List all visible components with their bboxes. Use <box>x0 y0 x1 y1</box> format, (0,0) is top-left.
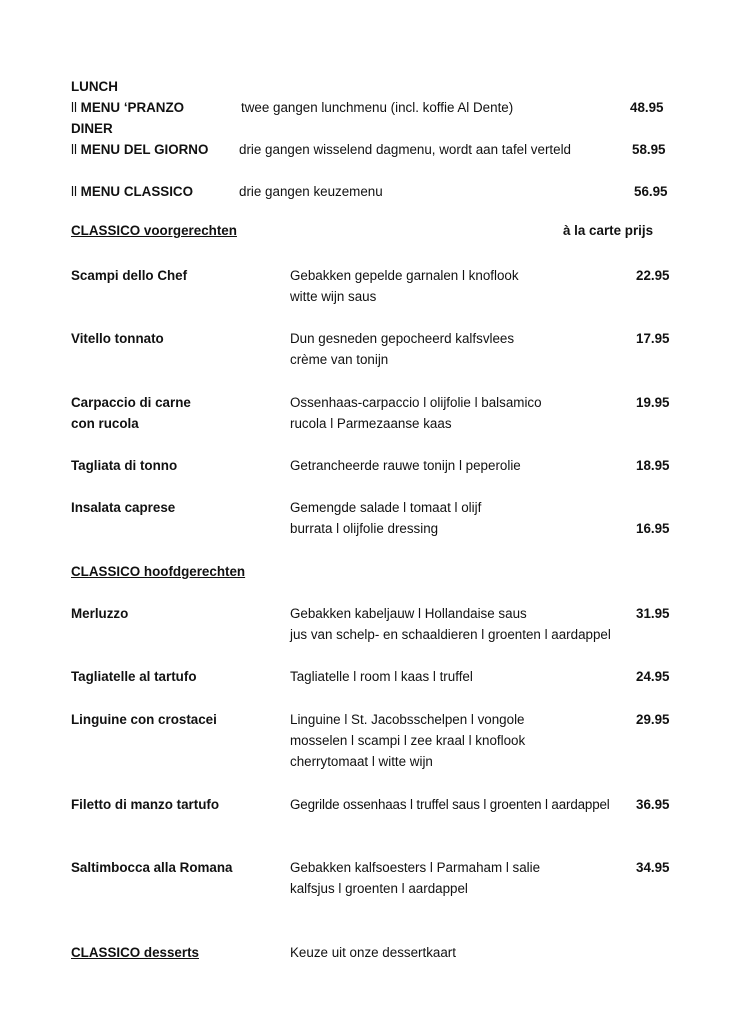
dish-description: burrata l olijfolie dressing <box>290 521 439 536</box>
menu-classico-description: drie gangen keuzemenu <box>239 184 383 199</box>
dish-description: Tagliatelle l room l kaas l truffel <box>290 669 473 684</box>
dish-description: Getrancheerde rauwe tonijn l peperolie <box>290 458 521 473</box>
dish-description: rucola l Parmezaanse kaas <box>290 416 452 431</box>
menu-pranzo-price: 48.95 <box>630 100 664 115</box>
menu-classico-price: 56.95 <box>634 184 668 199</box>
dish-name: Carpaccio di carne <box>71 395 191 410</box>
dish-description: Gebakken gepelde garnalen l knoflook <box>290 268 519 283</box>
menu-title: MENU DEL GIORNO <box>80 142 209 157</box>
dish-price: 29.95 <box>636 712 670 727</box>
dish-description: crème van tonijn <box>290 352 389 367</box>
menu-giorno-description: drie gangen wisselend dagmenu, wordt aan tafel verteld <box>239 142 572 157</box>
dish-description: Dun gesneden gepocheerd kalfsvlees <box>290 331 515 346</box>
dish-price: 19.95 <box>636 395 670 410</box>
dish-price: 16.95 <box>636 521 670 536</box>
dish-price: 36.95 <box>636 797 670 812</box>
dish-name: Linguine con crostacei <box>71 712 217 727</box>
dish-description: kalfsjus l groenten l aardappel <box>290 881 468 896</box>
dish-name: Merluzzo <box>71 606 129 621</box>
dish-name: Tagliata di tonno <box>71 458 178 473</box>
dish-price: 31.95 <box>636 606 670 621</box>
menu-classico-name <box>71 181 193 202</box>
dish-price: 17.95 <box>636 331 670 346</box>
dish-description: Gebakken kalfsoesters l Parmaham l salie <box>290 860 541 875</box>
dish-description: witte wijn saus <box>290 289 377 304</box>
dish-description: Gebakken kabeljauw l Hollandaise saus <box>290 606 527 621</box>
dish-name: con rucola <box>71 416 139 431</box>
dish-description: Ossenhaas-carpaccio l olijfolie l balsamico <box>290 395 542 410</box>
dish-description: jus van schelp- en schaaldieren l groenten l aardappel <box>290 627 611 642</box>
dish-name: Scampi dello Chef <box>71 268 188 283</box>
menu-giorno-name <box>71 139 208 160</box>
dish-description: mosselen l scampi l zee kraal l knoflook <box>290 733 526 748</box>
dish-name: Insalata caprese <box>71 500 176 515</box>
price-note: à la carte prijs <box>563 223 654 238</box>
dish-price: 22.95 <box>636 268 670 283</box>
menu-pranzo-name <box>71 97 184 118</box>
dish-name: Tagliatelle al tartufo <box>71 669 197 684</box>
starters-heading: CLASSICO voorgerechten <box>71 223 237 238</box>
menu-prefix: ll <box>71 184 81 199</box>
dish-price: 34.95 <box>636 860 670 875</box>
dish-price: 18.95 <box>636 458 670 473</box>
dish-description: cherrytomaat l witte wijn <box>290 754 433 769</box>
dish-description: Gemengde salade l tomaat l olijf <box>290 500 482 515</box>
dish-name: Filetto di manzo tartufo <box>71 797 220 812</box>
menu-pranzo-description: twee gangen lunchmenu (incl. koffie Al Dente) <box>241 100 514 115</box>
dish-price: 24.95 <box>636 669 670 684</box>
dish-name: Saltimbocca alla Romana <box>71 860 233 875</box>
mains-heading: CLASSICO hoofdgerechten <box>71 564 246 579</box>
desserts-heading: CLASSICO desserts <box>71 945 199 960</box>
diner-label: DINER <box>71 121 113 136</box>
menu-prefix: ll <box>71 100 81 115</box>
menu-title: MENU ‘PRANZO <box>80 100 185 115</box>
menu-title: MENU CLASSICO <box>80 184 194 199</box>
dish-description: Gegrilde ossenhaas l truffel saus l groenten l aardappel <box>290 797 610 812</box>
dish-name: Vitello tonnato <box>71 331 164 346</box>
dish-description: Linguine l St. Jacobsschelpen l vongole <box>290 712 525 727</box>
menu-giorno-price: 58.95 <box>632 142 666 157</box>
lunch-label: LUNCH <box>71 79 118 94</box>
desserts-description: Keuze uit onze dessertkaart <box>290 945 456 960</box>
menu-prefix: ll <box>71 142 81 157</box>
